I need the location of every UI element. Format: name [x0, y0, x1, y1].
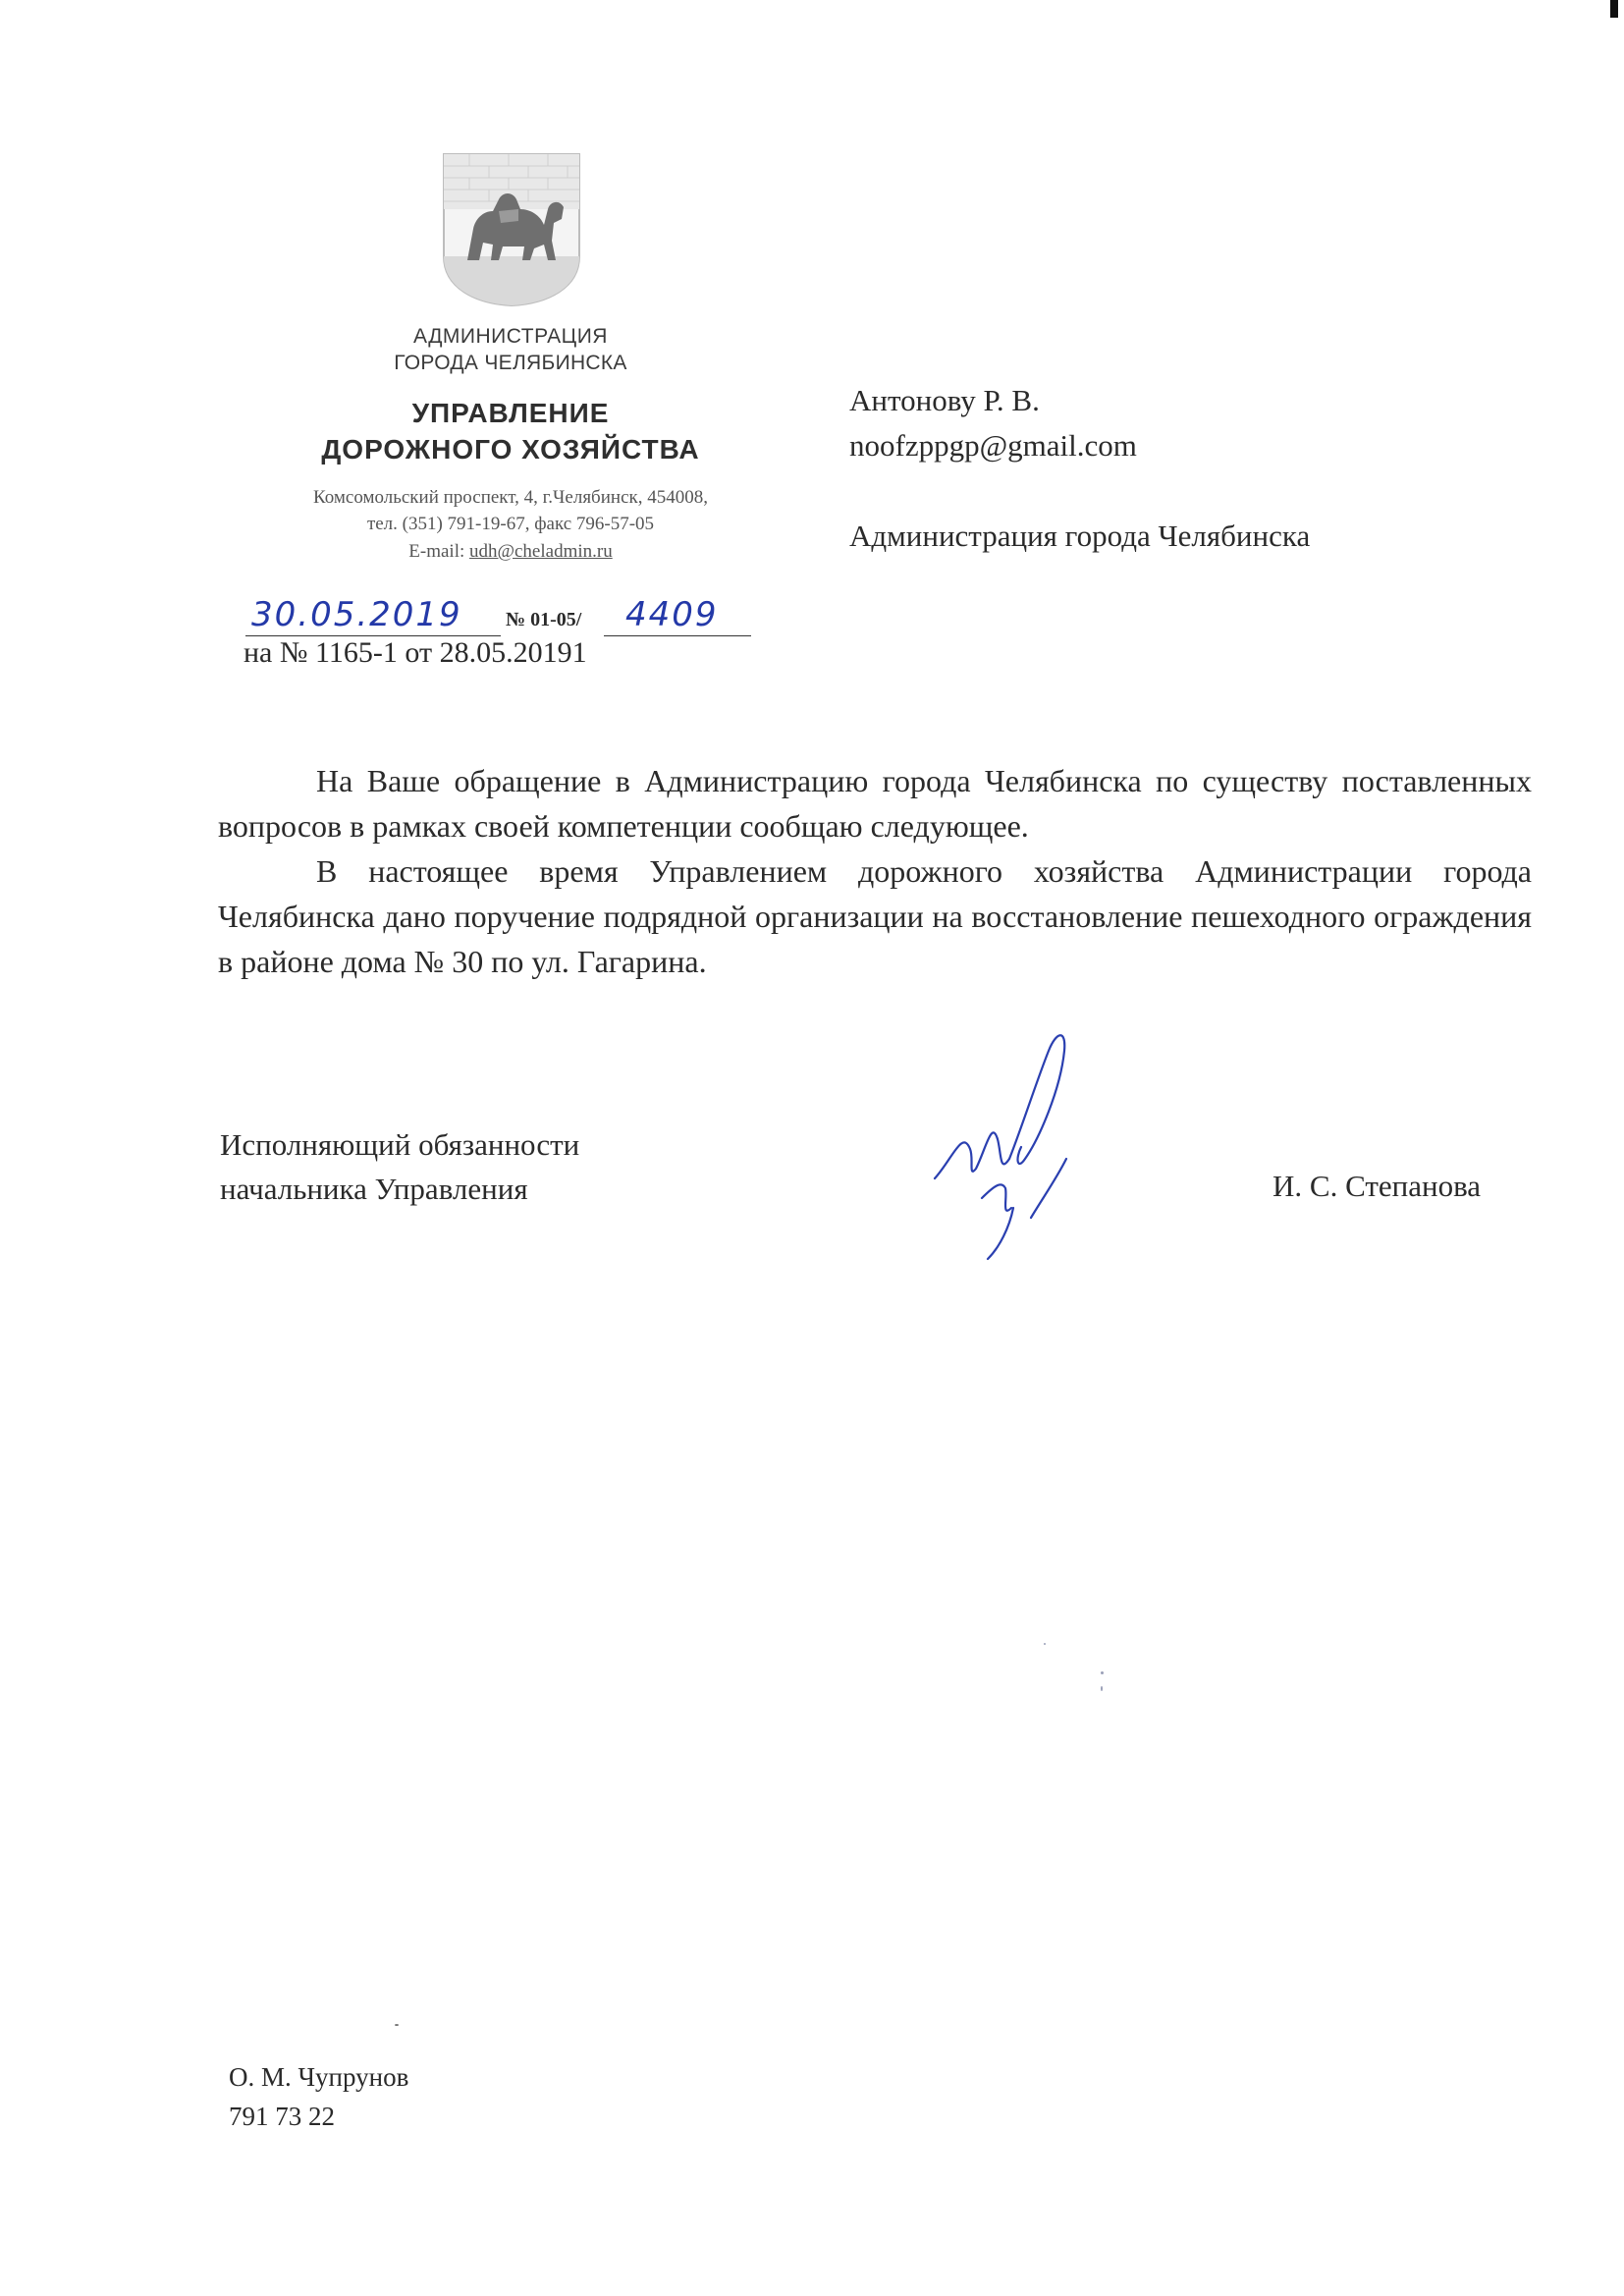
recipient-organization: Администрация города Челябинска — [849, 519, 1311, 553]
scan-speck — [1101, 1671, 1104, 1674]
chelyabinsk-coat-of-arms-icon — [440, 150, 583, 307]
registration-line — [241, 595, 771, 638]
department-name-line1: УПРАВЛЕНИЕ — [411, 398, 610, 428]
signer-title-line2: начальника Управления — [220, 1172, 528, 1206]
reply-reference: на № 1165-1 от 28.05.20191 — [244, 636, 587, 669]
registration-number: 4409 — [604, 595, 751, 636]
department-name-line2: ДОРОЖНОГО ХОЗЯЙСТВА — [321, 434, 700, 465]
scan-speck — [395, 2024, 399, 2026]
registration-date: 30.05.2019 — [245, 595, 501, 636]
handwritten-signature-icon — [923, 1011, 1100, 1267]
body-paragraph-2: В настоящее время Управлением дорожного хозяйства Администрации города Челябинска дано поручение подрядной организации на восстановление пешеходного ограждения в районе дома № 30 по ул. Гагарина. — [218, 853, 1532, 979]
scan-speck — [1044, 1643, 1046, 1645]
org-email-link[interactable]: udh@cheladmin.ru — [469, 541, 613, 562]
org-email-label: E-mail: — [408, 541, 469, 562]
registration-number-label: № 01-05/ — [506, 609, 582, 630]
signer-name: И. С. Степанова — [1272, 1169, 1482, 1203]
signer-title-line1: Исполняющий обязанности — [220, 1127, 580, 1162]
org-address: Комсомольский проспект, 4, г.Челябинск, 454008, — [313, 487, 708, 508]
scan-speck — [1101, 1686, 1103, 1691]
recipient-name: Антонову Р. В. — [849, 383, 1040, 417]
recipient-email[interactable]: noofzppgp@gmail.com — [849, 428, 1137, 463]
scan-edge-mark — [1610, 0, 1618, 18]
org-name-line2: ГОРОДА ЧЕЛЯБИНСКА — [394, 352, 627, 374]
body-paragraph-1: На Ваше обращение в Администрацию города Челябинска по существу поставленных вопросов в рамках своей компетенции сообщаю следующее. — [218, 763, 1532, 844]
org-name-line1: АДМИНИСТРАЦИЯ — [413, 325, 608, 348]
org-phone-fax: тел. (351) 791-19-67, факс 796-57-05 — [366, 514, 655, 534]
org-email-line — [216, 541, 805, 563]
executor-name: О. М. Чупрунов — [229, 2062, 409, 2092]
executor-phone: 791 73 22 — [229, 2102, 335, 2131]
